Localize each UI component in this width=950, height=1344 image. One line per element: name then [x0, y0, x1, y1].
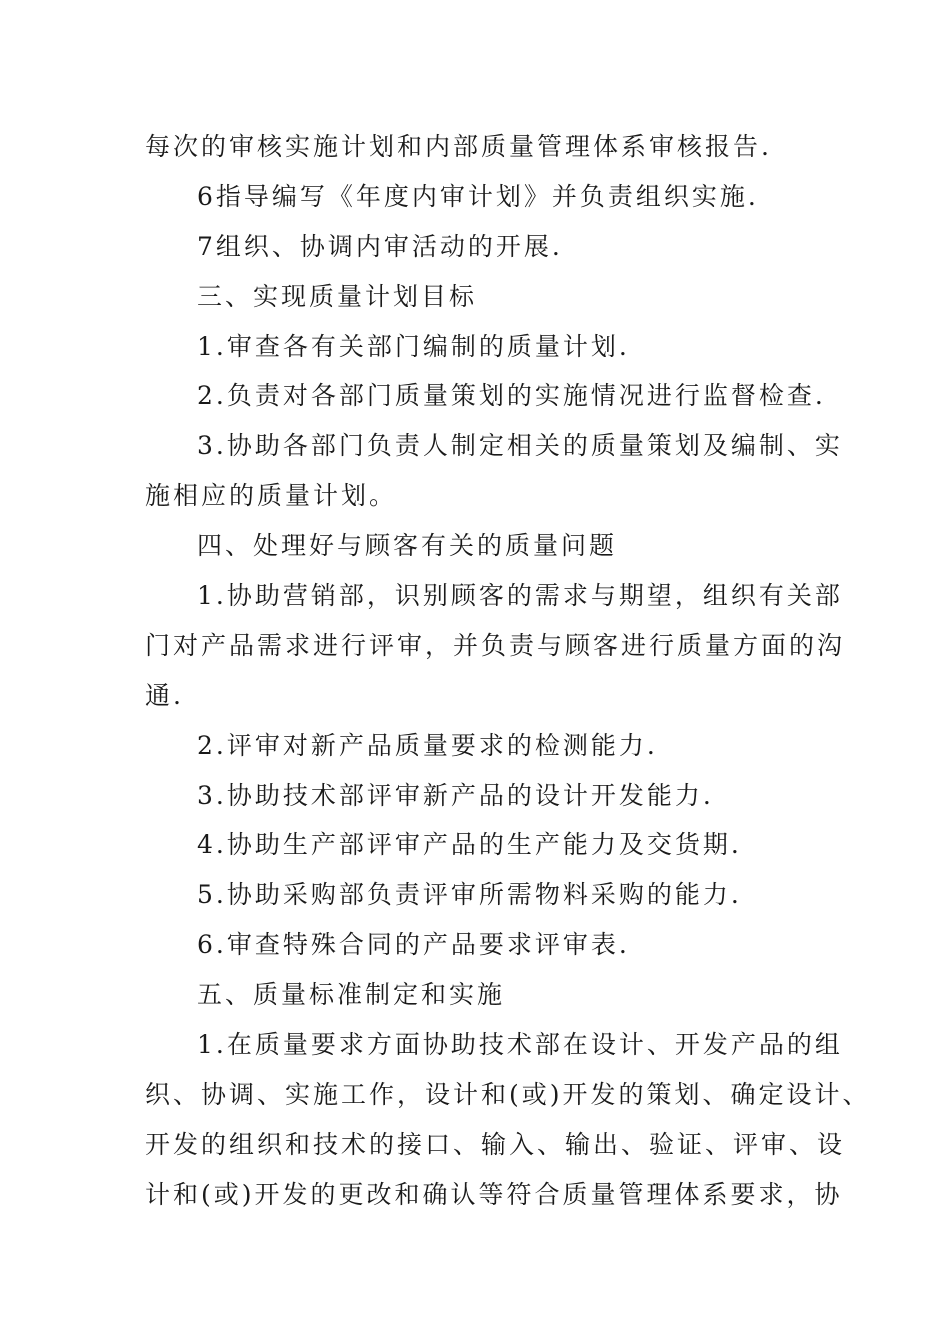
document-body	[145, 122, 871, 1220]
text-line: 4.协助生产部评审产品的生产能力及交货期.	[197, 830, 742, 860]
text-line: 6指导编写《年度内审计划》并负责组织实施.	[197, 181, 759, 211]
text-line: 1.在质量要求方面协助技术部在设计、开发产品的组	[197, 1030, 843, 1060]
text-line: 织、协调、实施工作，设计和(或)开发的策划、确定设计、	[145, 1079, 871, 1109]
text-line: 2.评审对新产品质量要求的检测能力.	[197, 730, 658, 760]
text-line: 开发的组织和技术的接口、输入、输出、验证、评审、设	[145, 1129, 846, 1159]
section-heading: 四、处理好与顾客有关的质量问题	[197, 531, 618, 561]
text-line: 通.	[145, 680, 184, 710]
text-line: 6.审查特殊合同的产品要求评审表.	[197, 930, 630, 960]
text-line: 7组织、协调内审活动的开展.	[197, 231, 563, 261]
text-line: 每次的审核实施计划和内部质量管理体系审核报告.	[145, 132, 772, 161]
section-heading: 五、质量标准制定和实施	[197, 980, 506, 1010]
text-line: 3.协助技术部评审新产品的设计开发能力.	[197, 780, 714, 810]
text-line: 2.负责对各部门质量策划的实施情况进行监督检查.	[197, 381, 826, 411]
text-line: 3.协助各部门负责人制定相关的质量策划及编制、实	[197, 431, 843, 461]
text-line: 计和(或)开发的更改和确认等符合质量管理体系要求，协	[145, 1179, 843, 1209]
text-line: 施相应的质量计划。	[145, 481, 398, 511]
text-line: 1.审查各有关部门编制的质量计划.	[197, 331, 630, 361]
section-heading: 三、实现质量计划目标	[197, 281, 478, 311]
text-line: 门对产品需求进行评审，并负责与顾客进行质量方面的沟	[145, 630, 846, 660]
text-line: 5.协助采购部负责评审所需物料采购的能力.	[197, 880, 742, 910]
text-line: 1.协助营销部，识别顾客的需求与期望，组织有关部	[197, 581, 843, 611]
